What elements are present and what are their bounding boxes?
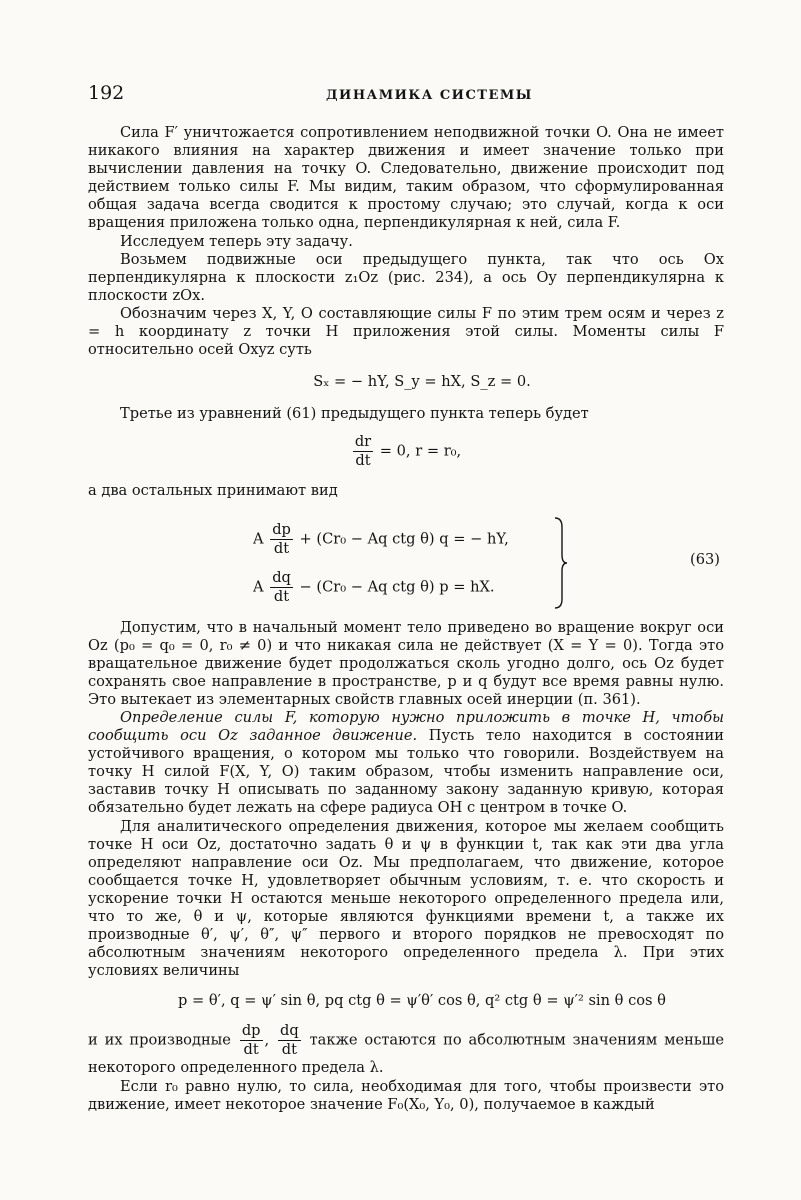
- system-line-2: A $\frac{dq}{dt}$ − (Cr₀ − Aq ctg θ) p = hX.: [253, 568, 495, 605]
- equation-system-63: [88, 511, 724, 611]
- equation-number: (63): [690, 550, 720, 568]
- paragraph: Допустим, что в начальный момент тело приведено во вращение вокруг оси Oz (p₀ = q₀ = 0, r₀ ≠ 0) и что никакая сила не действует (X = Y = 0). Тогда это вращательное движение будет продолжаться сколь угодно долго, ось Oz будет сохранять свое направление в пространстве, p и q будут все время равны нулю. Это вытекает из элементарных свойств главных осей инерции (п. 361).: [88, 618, 724, 708]
- paragraph: Возьмем подвижные оси предыдущего пункта, так что ось Ox перпендикулярна к плоскости z₁Oz (рис. 234), а ось Oy перпендикулярна к плоскости zOx.: [88, 250, 724, 304]
- paragraph: Обозначим через X, Y, O составляющие силы F по этим трем осям и через z = h координату z точки H приложения этой силы. Моменты силы F относительно осей Oxyz суть: [88, 304, 724, 359]
- paragraph: а два остальных принимают вид: [88, 482, 338, 500]
- paragraph: Для аналитического определения движения, которое мы желаем сообщить точке H оси Oz, достаточно задать θ и ψ в функции t, так как эти два угла определяют направление оси Oz. Мы предполагаем, что движение, которое сообщается точке H, удовлетворяет обычным условиям, т. е. что скорость и ускорение точки H остаются меньше некоторого определенного предела или, что то же, θ и ψ, которые являются функциями времени t, а также их производные θ′, ψ′, θ″, ψ″ первого и второго порядков не превосходят по абсолютным значениям некоторого определенного предела λ. При этих условиях величины: [88, 817, 724, 980]
- system-line-1: A $\frac{dp}{dt}$ + (Cr₀ − Aq ctg θ) q = − hY,: [253, 520, 509, 557]
- paragraph: Третье из уравнений (61) предыдущего пункта теперь будет: [120, 405, 589, 423]
- paragraph: и их производные $\frac{dp}{dt}$ , $\frac{dq}{dt}$ также остаются по абсолютным значениям меньше некоторого определенного предела λ.: [88, 1022, 725, 1077]
- equation-quantities: p = θ′, q = ψ′ sin θ, pq ctg θ = ψ′θ′ cos θ, q² ctg θ = ψ′² sin θ cos θ: [178, 992, 666, 1010]
- right-brace-icon: [554, 517, 568, 609]
- paragraph: Определение силы F, которую нужно приложить в точке H, чтобы сообщить оси Oz заданное движение. Пусть тело находится в состоянии устойчивого вращения, о котором мы только что говорили. Воздействуем на точку H силой F(X, Y, O) таким образом, чтобы изменить направление оси, заставив точку H описывать по заданному закону заданную кривую, которая обязательно будет лежать на сфере радиуса OH с центром в точке O.: [88, 708, 724, 817]
- running-title: ДИНАМИКА СИСТЕМЫ: [326, 88, 533, 103]
- paragraph: Сила F′ уничтожается сопротивлением неподвижной точки O. Она не имеет никакого влияния на характер движения и имеет значение только при вычислении давления на точку O. Следовательно, движение происходит под действием только силы F. Мы видим, таким образом, что сформулированная общая задача всегда сводится к простому случаю; это случай, когда к оси вращения приложена только одна, перпендикулярная к ней, сила F.: [88, 124, 724, 232]
- page-body: [88, 124, 724, 1114]
- fraction: $\frac{dr}{dt}$: [354, 433, 372, 470]
- paragraph: Если r₀ равно нулю, то сила, необходимая для того, чтобы произвести это движение, имеет некоторое значение F₀(X₀, Y₀, 0), получаемое в каждый: [88, 1077, 724, 1113]
- page-number: 192: [88, 82, 125, 104]
- equation-moments: Sₓ = − hY, S_y = hX, S_z = 0.: [313, 373, 531, 391]
- equation-dr-dt: $\frac{dr}{dt}$ = 0, r = r₀,: [354, 433, 462, 470]
- paragraph: Исследуем теперь эту задачу.: [120, 232, 353, 250]
- section-title: Определение силы F, которую нужно приложить в точке H, чтобы сообщить оси Oz заданное движение.: [88, 708, 724, 745]
